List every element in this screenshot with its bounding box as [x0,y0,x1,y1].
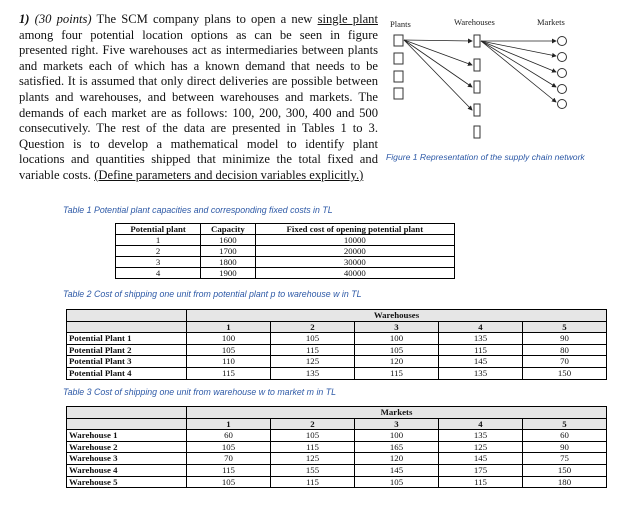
figure-caption: Figure 1 Representation of the supply chain network [386,152,585,162]
cell: 135 [439,430,523,442]
table2-caption: Table 2 Cost of shipping one unit from potential plant p to warehouse w in TL [63,289,362,299]
row-label: Warehouse 4 [67,464,187,476]
table1-header: Potential plant [116,224,201,235]
cell: 145 [439,453,523,465]
empty-cell [67,407,187,419]
cell: 150 [523,367,607,379]
table1-header: Capacity [201,224,256,235]
cell: 135 [271,367,355,379]
cell: 2 [116,246,201,257]
cell: 105 [271,430,355,442]
row-label: Warehouse 3 [67,453,187,465]
cell: 80 [523,344,607,356]
supply-chain-figure [388,14,618,149]
table2-group-header: Warehouses [187,310,607,322]
problem-text-start: The SCM company plans to open a new [96,12,313,26]
cell: 125 [271,356,355,368]
plant-warehouse-cost-table [66,309,607,380]
cell: 1 [116,235,201,246]
problem-instruction: (Define parameters and decision variables explicitly.) [94,167,364,182]
cell: 90 [523,441,607,453]
cell: 1700 [201,246,256,257]
cell: 175 [439,464,523,476]
cell: 180 [523,476,607,488]
table1-header: Fixed cost of opening potential plant [255,224,454,235]
table-row [67,344,607,356]
col-header: 4 [439,418,523,430]
table-row [67,464,607,476]
table-row [67,441,607,453]
row-label: Warehouse 5 [67,476,187,488]
row-label: Warehouse 2 [67,441,187,453]
cell: 120 [355,453,439,465]
cell: 105 [187,441,271,453]
cell: 1800 [201,257,256,268]
cell: 115 [271,441,355,453]
warehouse-market-arrows [481,41,556,102]
cell: 105 [271,333,355,345]
warehouse-node [474,35,480,47]
cell: 1900 [201,268,256,279]
cell: 100 [355,430,439,442]
row-label: Potential Plant 2 [67,344,187,356]
cell: 20000 [255,246,454,257]
cell: 145 [355,464,439,476]
empty-cell [67,418,187,430]
row-label: Potential Plant 4 [67,367,187,379]
market-node [558,37,567,46]
problem-points: (30 points) [34,12,92,26]
plant-node [394,35,403,46]
cell: 70 [523,356,607,368]
cell: 125 [271,453,355,465]
plant-node [394,88,403,99]
table-row [67,367,607,379]
plant-node [394,53,403,64]
cell: 90 [523,333,607,345]
market-node [558,53,567,62]
cell: 30000 [255,257,454,268]
cell: 60 [523,430,607,442]
empty-cell [67,310,187,322]
col-header: 5 [523,321,607,333]
cell: 165 [355,441,439,453]
col-header: 1 [187,418,271,430]
empty-cell [67,321,187,333]
cell: 110 [187,356,271,368]
warehouse-market-cost-table [66,406,607,488]
warehouse-node [474,59,480,71]
plants-label: Plants [390,19,411,29]
table-row [67,453,607,465]
cell: 105 [355,476,439,488]
markets-label: Markets [537,17,565,27]
cell: 10000 [255,235,454,246]
col-header: 1 [187,321,271,333]
cell: 115 [355,367,439,379]
table1-caption: Table 1 Potential plant capacities and corresponding fixed costs in TL [63,205,333,215]
table-row [116,235,455,246]
warehouse-node [474,126,480,138]
table-row [67,356,607,368]
market-node [558,69,567,78]
table-row [67,430,607,442]
problem-statement [19,12,378,184]
table3-caption: Table 3 Cost of shipping one unit from warehouse w to market m in TL [63,387,337,397]
market-node [558,85,567,94]
table-row [116,257,455,268]
cell: 60 [187,430,271,442]
row-label: Warehouse 1 [67,430,187,442]
cell: 135 [439,333,523,345]
warehouse-node [474,81,480,93]
problem-number: 1) [19,12,30,26]
col-header: 4 [439,321,523,333]
cell: 145 [439,356,523,368]
cell: 125 [439,441,523,453]
cell: 100 [355,333,439,345]
warehouses-label: Warehouses [454,17,495,27]
plant-capacity-table [115,223,455,279]
cell: 100 [187,333,271,345]
warehouse-node [474,104,480,116]
cell: 135 [439,367,523,379]
cell: 75 [523,453,607,465]
cell: 115 [439,476,523,488]
row-label: Potential Plant 1 [67,333,187,345]
table-row [116,246,455,257]
cell: 70 [187,453,271,465]
cell: 105 [187,476,271,488]
table-row [116,268,455,279]
col-header: 3 [355,418,439,430]
market-node [558,100,567,109]
col-header: 3 [355,321,439,333]
single-plant-phrase: single plant [317,12,378,26]
problem-text-body: among four potential location options as can be seen in figure presented right. Five warehouses act as intermediaries between plants and markets each of which has a known demand that needs to be satisfied. It is assumed that only direct deliveries are possible between plants and warehouses, and between warehouses and markets. The demands of each market are as follows: 100, 200, 300, 400 and 500 consecutively. The rest of the data are presented in Tables 1 to 3. Question is to develop a mathematical model to identify plant locations and quantities shipped that minimize the total fixed and variable costs. [19,27,378,182]
table-row [67,476,607,488]
cell: 1600 [201,235,256,246]
cell: 115 [187,367,271,379]
cell: 3 [116,257,201,268]
row-label: Potential Plant 3 [67,356,187,368]
cell: 105 [355,344,439,356]
plant-warehouse-arrows [404,40,472,110]
cell: 4 [116,268,201,279]
table-row [67,333,607,345]
col-header: 2 [271,321,355,333]
col-header: 2 [271,418,355,430]
cell: 115 [271,344,355,356]
cell: 105 [187,344,271,356]
cell: 40000 [255,268,454,279]
cell: 120 [355,356,439,368]
cell: 155 [271,464,355,476]
cell: 150 [523,464,607,476]
cell: 115 [439,344,523,356]
cell: 115 [187,464,271,476]
table3-group-header: Markets [187,407,607,419]
plant-node [394,71,403,82]
col-header: 5 [523,418,607,430]
cell: 115 [271,476,355,488]
